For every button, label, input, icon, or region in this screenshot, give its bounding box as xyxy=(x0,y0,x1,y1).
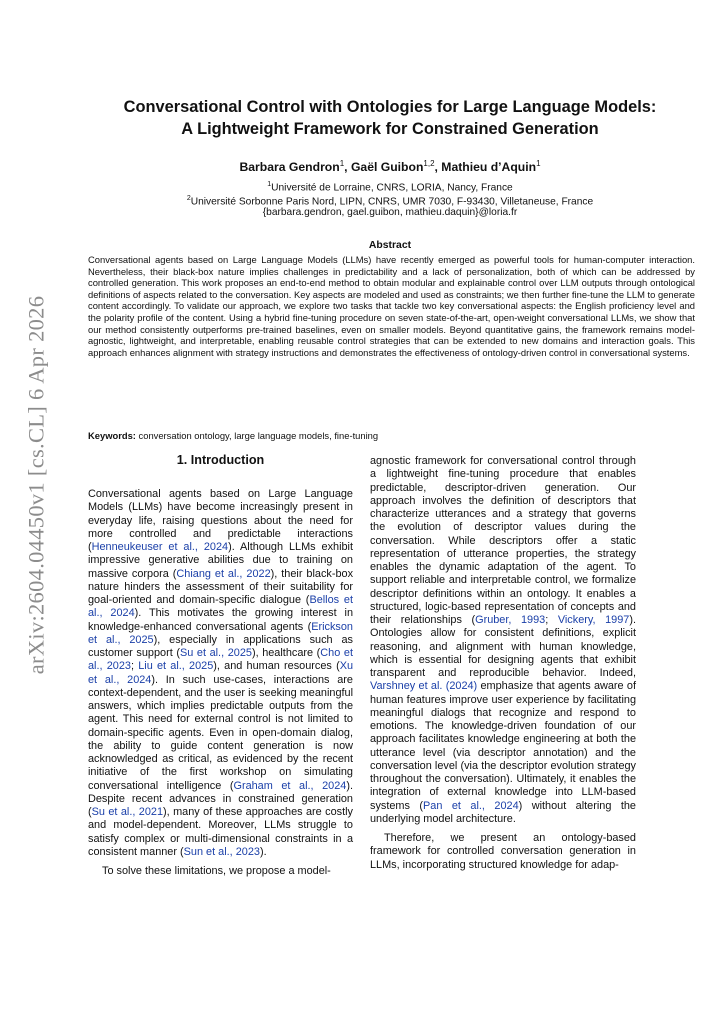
citation-link[interactable]: Bellos et al., 2024 xyxy=(88,594,353,620)
text-run: ), their black-box nature hinders the assessment of their suitability for goal-oriented and domain-specific dialogue ( xyxy=(88,567,354,606)
author-1: Barbara Gendron xyxy=(239,160,340,175)
paper-title xyxy=(60,96,720,140)
right-column xyxy=(370,455,636,872)
citation-link[interactable]: Cho et al., 2023 xyxy=(88,647,353,673)
keywords-text: conversation ontology, large language models, fine-tuning xyxy=(135,430,379,441)
citation-link[interactable]: Su et al., 2025 xyxy=(179,647,252,659)
text-run: ) without altering the underlying model architecture. xyxy=(370,799,636,825)
section-heading-introduction: 1. Introduction xyxy=(176,453,265,467)
citation-link[interactable]: Pan et al., 2024 xyxy=(423,799,519,812)
text-run: ; xyxy=(545,614,558,626)
citation-link[interactable]: Xu et al., 2024 xyxy=(88,660,354,686)
citation-link[interactable]: Gruber, 1993 xyxy=(475,614,546,626)
text-run: emphasize that agents aware of human features improve user experience by facilitating meaningful dialogs that recognize and respond to emotions. The knowledge-driven foundation of our approach facilitates knowledge engineering at both the utterance level (via descriptor annotation) and the conversation level (via the descriptor evolution strategy throughout the conversation). Ultimately, it enables the integration of external knowledge into LLM-based systems ( xyxy=(370,680,636,812)
text-run: ), especially in applications such as customer support ( xyxy=(88,633,353,659)
keywords xyxy=(88,430,378,441)
intro-paragraph-4: Therefore, we present an ontology-based framework for controlled conversation generation in LLMs, incorporating structured knowledge for adap- xyxy=(370,832,636,871)
text-run: agnostic framework for conversational control through a lightweight fine-tuning procedure that enables predictable, descriptor-driven generation. Our approach involves the definition of descriptors that characterize utterances and a strategy that governs the evolution of descriptor values during the conversation. While descriptors offer a static representation of utterance properties, the strategy enables the dynamic adaptation of the agent. To support reliable and interpretable control, we formalize descriptor definitions within an ontology. It enables a structured, logic-based representation of concepts and their relationships ( xyxy=(370,455,636,626)
author-3: Mathieu d’Aquin xyxy=(441,160,537,175)
citation-link[interactable]: Graham et al., 2024 xyxy=(233,779,347,792)
text-run: ; xyxy=(130,660,139,673)
text-run: ), and human resources ( xyxy=(213,660,340,673)
title-line-2: A Lightweight Framework for Constrained Generation xyxy=(181,120,599,138)
text-run: ). Although LLMs exhibit impressive generative abilities due to training on massive corpora ( xyxy=(88,541,353,580)
text-run: ). Ontologies allow for consistent definitions, explicit reasoning, and alignment with human knowledge, which is essential for designing agents that exhibit transparent and reproducible behavior. Indeed, xyxy=(370,614,636,679)
author-3-affil: 1 xyxy=(536,159,541,168)
text-run: ). In such use-cases, interactions are context-dependent, and the user is seeking meaningful answers, which implies predictable outputs from the agent. This need for external control is not limited to domain-specific agents. Even in open-domain dialog, the ability to guide content generation is now acknowledged as critical, as evidenced by the recent initiative of the first workshop on simulating conversational intelligence ( xyxy=(88,673,353,792)
affiliation-2-mark: 2 xyxy=(186,195,191,202)
author-emails: {barbara.gendron, gael.guibon, mathieu.daquin}@loria.fr xyxy=(262,207,518,218)
abstract-text: Conversational agents based on Large Language Models (LLMs) have recently emerged as powerful tools for human-computer interaction. Nevertheless, their black-box nature implies challenges in predictability and a lack of personalization, both of which can be addressed by controlled generation. This work proposes an end-to-end method to obtain modular and explainable control over LLM outputs through ontological definitions of aspects related to the conversation. Key aspects are modeled and used as constraints; we then further fine-tune the LLM to generate content accordingly. To validate our approach, we explore two tasks that tackle two key conversational aspects: the English proficiency level and the polarity profile of the content. Using a hybrid fine-tuning procedure on seven state-of-the-art, open-weight conversational LLMs, we show that our method consistently outperforms pre-trained baselines, even on smaller models. Beyond quantitative gains, the framework remains model-agnostic, lightweight, and interpretable, enabling reusable control strategies that can be extended to new domains and interaction goals. This approach enhances alignment with strategy instructions and demonstrates the effectiveness of ontology-driven control in conversational systems. xyxy=(88,254,695,358)
left-column xyxy=(88,488,353,878)
author-2: Gaël Guibon xyxy=(350,160,424,175)
affiliation-1-text: Université de Lorraine, CNRS, LORIA, Nancy, France xyxy=(271,182,513,194)
text-run: ). xyxy=(259,845,267,858)
keywords-label: Keywords: xyxy=(88,430,136,441)
text-run: ), many of these approaches are costly and model-dependent. Moreover, LLMs struggle to satisfy complex or multi-dimensional constraints in a consistent manner ( xyxy=(88,806,353,858)
citation-link[interactable]: Chiang et al., 2022 xyxy=(176,567,271,580)
author-2-affil: 1,2 xyxy=(423,159,435,168)
arxiv-watermark-text: arXiv:2604.04450v1 [cs.CL] 6 Apr 2026 xyxy=(23,295,48,675)
text-run: Conversational agents based on Large Language Models (LLMs) have become increasingly present in everyday life, raising questions about the need for more controlled and predictable interactions ( xyxy=(88,488,353,553)
citation-link[interactable]: Erickson et al., 2025 xyxy=(88,620,353,646)
arxiv-watermark xyxy=(16,295,56,675)
title-line-1: Conversational Control with Ontologies for Large Language Models: xyxy=(123,98,657,116)
intro-paragraph-1 xyxy=(88,488,353,859)
citation-link[interactable]: Su et al., 2021 xyxy=(91,806,164,818)
citation-link[interactable]: Vickery, 1997 xyxy=(557,614,630,626)
author-list: Barbara Gendron$^1$, Gaël Guibon$^{1,2}$, Mathieu d’Aquin$^1$ xyxy=(239,159,541,175)
citation-link[interactable]: Sun et al., 2023 xyxy=(183,845,260,858)
intro-paragraph-2: To solve these limitations, we propose a model- xyxy=(102,865,331,877)
text-run: ). Despite recent advances in constrained generation ( xyxy=(88,779,353,818)
citation-link[interactable]: Henneukeuser et al., 2024 xyxy=(91,541,229,553)
intro-paragraph-3 xyxy=(370,455,636,826)
text-run: ). This motivates the growing interest in knowledge-enhanced conversational agents ( xyxy=(88,607,353,633)
author-1-affil: 1 xyxy=(339,159,345,168)
affiliation-1-mark: 1 xyxy=(267,181,272,188)
citation-link[interactable]: Varshney et al. (2024) xyxy=(370,680,478,693)
affiliation-2-text: Université Sorbonne Paris Nord, LIPN, CNRS, UMR 7030, F-93430, Villetaneuse, France xyxy=(190,196,594,208)
abstract-heading: Abstract xyxy=(368,240,412,251)
citation-link[interactable]: Liu et al., 2025 xyxy=(138,660,214,673)
text-run: ), healthcare ( xyxy=(251,647,321,659)
